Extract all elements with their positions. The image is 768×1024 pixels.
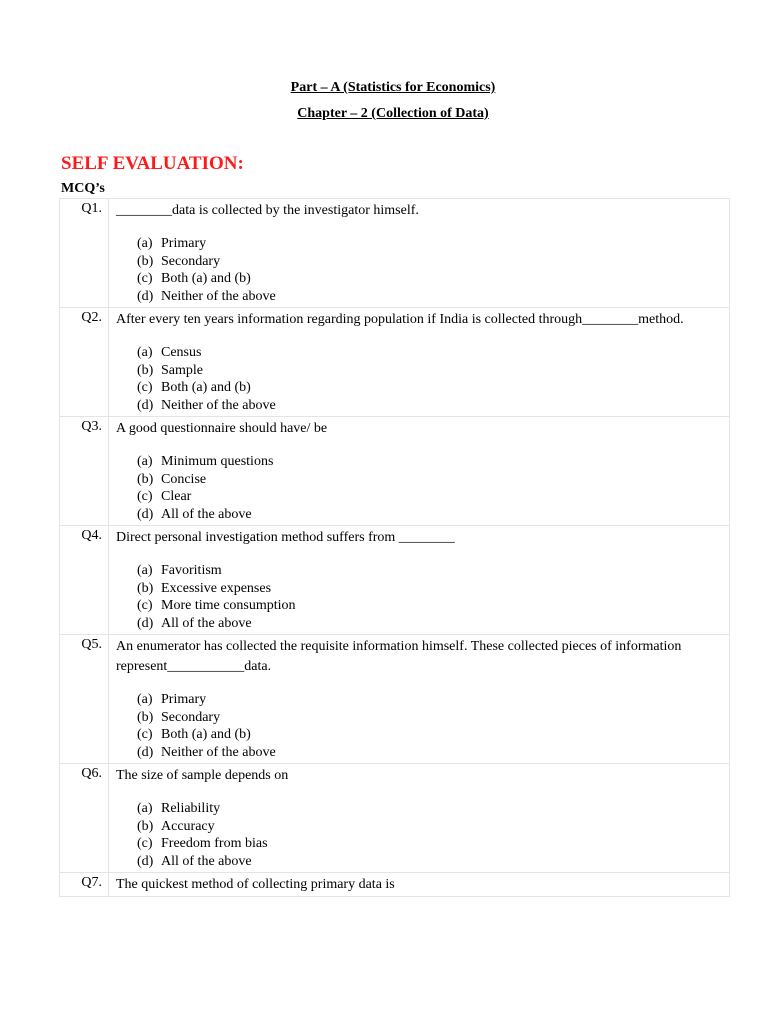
- option-letter: (a): [137, 801, 153, 816]
- option-item: [137, 379, 723, 397]
- option-text: Freedom from bias: [161, 836, 268, 851]
- section-subheading: MCQ’s: [61, 181, 105, 196]
- question-number-cell: [60, 873, 109, 897]
- option-list: [137, 453, 723, 523]
- option-letter: (d): [137, 397, 154, 413]
- question-number-cell: [60, 526, 109, 635]
- option-text: Both (a) and (b): [161, 271, 251, 286]
- option-item: [137, 818, 723, 836]
- option-item: [137, 453, 723, 471]
- question-text: Direct personal investigation method suffers from ________: [116, 530, 455, 545]
- question-number: Q5.: [81, 637, 102, 652]
- question-number: Q4.: [81, 528, 102, 543]
- option-item: [137, 597, 723, 615]
- option-text: Reliability: [161, 801, 221, 816]
- option-list: [137, 800, 723, 870]
- question-row: [60, 764, 730, 873]
- question-text: ________data is collected by the investigator himself.: [116, 203, 419, 218]
- question-row: [60, 199, 730, 308]
- question-row: [60, 417, 730, 526]
- option-letter: (c): [137, 727, 153, 742]
- question-row: [60, 635, 730, 764]
- option-list: [137, 691, 723, 761]
- question-text: The size of sample depends on: [116, 768, 289, 783]
- question-number-cell: [60, 308, 109, 417]
- option-text: Both (a) and (b): [161, 380, 251, 395]
- option-text: All of the above: [161, 853, 252, 869]
- option-item: [137, 288, 723, 306]
- option-item: [137, 744, 723, 762]
- question-number-cell: [60, 199, 109, 308]
- option-item: [137, 235, 723, 253]
- question-row: [60, 873, 730, 897]
- question-content-cell: [109, 635, 730, 764]
- question-number: Q7.: [81, 875, 102, 890]
- question-number-cell: [60, 417, 109, 526]
- part-title: Part – A (Statistics for Economics): [290, 80, 496, 95]
- option-item: [137, 270, 723, 288]
- mcq-table: [59, 198, 730, 897]
- option-text: Secondary: [161, 253, 221, 269]
- option-letter: (a): [137, 236, 153, 251]
- option-letter: (d): [137, 853, 154, 869]
- option-item: [137, 726, 723, 744]
- option-letter: (b): [137, 471, 154, 487]
- question-number-cell: [60, 635, 109, 764]
- option-text: Primary: [161, 692, 207, 707]
- question-text: The quickest method of collecting primary data is: [116, 877, 395, 892]
- option-text: Primary: [161, 236, 207, 251]
- option-item: [137, 709, 723, 727]
- question-number: Q2.: [81, 310, 102, 325]
- question-number: Q1.: [81, 201, 102, 216]
- option-text: Minimum questions: [161, 454, 274, 469]
- option-text: Favoritism: [161, 563, 222, 578]
- option-item: [137, 562, 723, 580]
- chapter-title: Chapter – 2 (Collection of Data): [297, 106, 489, 121]
- option-item: [137, 853, 723, 871]
- question-number-cell: [60, 764, 109, 873]
- question-content-cell: [109, 417, 730, 526]
- option-letter: (b): [137, 818, 154, 834]
- question-content-cell: [109, 526, 730, 635]
- option-letter: (d): [137, 506, 154, 522]
- option-item: [137, 506, 723, 524]
- option-item: [137, 835, 723, 853]
- option-item: [137, 397, 723, 415]
- option-letter: (c): [137, 271, 153, 286]
- option-item: [137, 800, 723, 818]
- option-letter: (b): [137, 580, 154, 596]
- option-letter: (b): [137, 709, 154, 725]
- option-letter: (c): [137, 489, 153, 504]
- option-text: Neither of the above: [161, 288, 276, 304]
- option-letter: (a): [137, 563, 153, 578]
- question-row: [60, 526, 730, 635]
- option-list: [137, 562, 723, 632]
- option-text: Neither of the above: [161, 397, 276, 413]
- option-item: [137, 344, 723, 362]
- option-text: Accuracy: [161, 818, 215, 834]
- option-letter: (c): [137, 380, 153, 395]
- question-number: Q3.: [81, 419, 102, 434]
- option-text: Concise: [161, 471, 207, 487]
- option-item: [137, 253, 723, 271]
- option-text: More time consumption: [161, 598, 296, 613]
- option-letter: (b): [137, 362, 154, 378]
- option-text: Excessive expenses: [161, 580, 272, 596]
- option-letter: (c): [137, 836, 153, 851]
- option-text: Secondary: [161, 709, 221, 725]
- question-content-cell: [109, 308, 730, 417]
- option-text: Sample: [161, 362, 203, 378]
- option-text: Clear: [161, 489, 192, 504]
- question-number: Q6.: [81, 766, 102, 781]
- option-item: [137, 471, 723, 489]
- option-text: Neither of the above: [161, 744, 276, 760]
- option-letter: (c): [137, 598, 153, 613]
- option-item: [137, 488, 723, 506]
- question-text: After every ten years information regarding population if India is collected through________method.: [116, 312, 684, 327]
- option-text: All of the above: [161, 615, 252, 631]
- option-list: [137, 235, 723, 305]
- option-letter: (a): [137, 454, 153, 469]
- question-content-cell: [109, 199, 730, 308]
- option-text: All of the above: [161, 506, 252, 522]
- option-letter: (a): [137, 692, 153, 707]
- question-text: A good questionnaire should have/ be: [116, 421, 328, 436]
- option-item: [137, 691, 723, 709]
- question-content-cell: [109, 764, 730, 873]
- question-text: An enumerator has collected the requisite information himself. These collected pieces of information represent___________data.: [116, 639, 682, 674]
- option-letter: (d): [137, 744, 154, 760]
- option-letter: (d): [137, 288, 154, 304]
- option-item: [137, 580, 723, 598]
- option-text: Both (a) and (b): [161, 727, 251, 742]
- option-letter: (b): [137, 253, 154, 269]
- option-item: [137, 362, 723, 380]
- option-letter: (d): [137, 615, 154, 631]
- question-content-cell: [109, 873, 730, 897]
- option-item: [137, 615, 723, 633]
- option-text: Census: [161, 345, 202, 360]
- option-letter: (a): [137, 345, 153, 360]
- section-heading: SELF EVALUATION:: [61, 153, 244, 174]
- question-row: [60, 308, 730, 417]
- option-list: [137, 344, 723, 414]
